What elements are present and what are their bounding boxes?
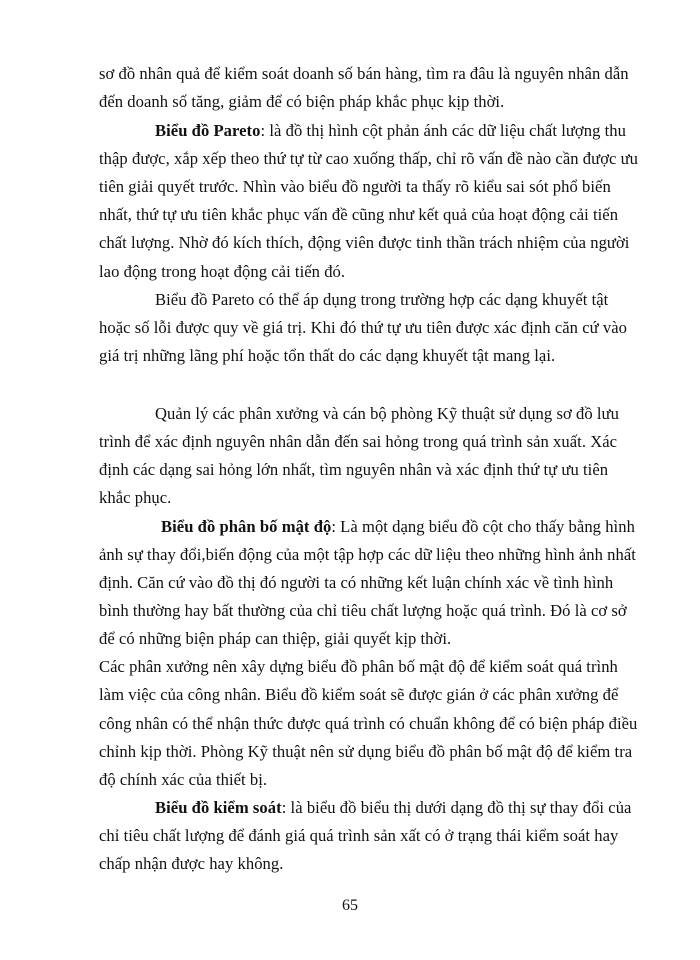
text-line bbox=[99, 432, 617, 452]
paragraph-text: chấp nhận được hay không. bbox=[99, 854, 284, 873]
paragraph-text: sơ đồ nhân quả để kiểm soát doanh số bán hàng, tìm ra đâu là nguyên nhân dẫn bbox=[99, 64, 629, 83]
text-line bbox=[99, 629, 451, 649]
paragraph-text: chỉ tiêu chất lượng để đánh giá quá trình sản xất có ở trạng thái kiểm soát hay bbox=[99, 826, 619, 845]
paragraph-text: trình để xác định nguyên nhân dẫn đến sai hỏng trong quá trình sản xuất. Xác bbox=[99, 432, 618, 451]
paragraph-text: bình thường hay bất thường của chỉ tiêu chất lượng hoặc quá trình. Đó là cơ sở bbox=[99, 601, 627, 620]
paragraph-text: định. Căn cứ vào đồ thị đó người ta có những kết luận chính xác về tình hình bbox=[99, 573, 614, 592]
paragraph-text: tiên giải quyết trước. Nhìn vào biểu đồ người ta thấy rõ kiểu sai sót phổ biến bbox=[99, 177, 611, 196]
text-line bbox=[99, 177, 611, 197]
text-line bbox=[155, 798, 631, 818]
text-line bbox=[99, 685, 618, 705]
paragraph-text: ảnh sự thay đổi,biến động của một tập hợp các dữ liệu theo những hình ảnh nhất bbox=[99, 545, 636, 564]
section-heading: Biểu đồ Pareto bbox=[155, 121, 261, 140]
paragraph-text: thập được, xắp xếp theo thứ tự từ cao xuống thấp, chỉ rõ vấn đề nào cần được ưu bbox=[99, 149, 639, 168]
text-line bbox=[99, 346, 555, 366]
text-line bbox=[99, 742, 632, 762]
text-line bbox=[99, 149, 638, 169]
paragraph-text: chỉnh kịp thời. Phòng Kỹ thuật nên sử dụng biểu đồ phân bố mật độ để kiểm tra bbox=[99, 742, 633, 761]
paragraph-text: Biểu đồ Pareto có thể áp dụng trong trường hợp các dạng khuyết tật bbox=[155, 290, 609, 309]
paragraph-text: định các dạng sai hỏng lớn nhất, tìm nguyên nhân và xác định thứ tự ưu tiên bbox=[99, 460, 609, 479]
text-line bbox=[155, 121, 626, 141]
text-line bbox=[99, 92, 504, 112]
text-line bbox=[99, 601, 627, 621]
paragraph-text: Các phân xưởng nên xây dựng biểu đồ phân bố mật độ để kiểm soát quá trình bbox=[99, 657, 618, 676]
text-line bbox=[161, 517, 635, 537]
text-line bbox=[155, 404, 619, 424]
paragraph-text: công nhân có thể nhận thức được quá trình có chuẩn không để có biện pháp điều bbox=[99, 714, 638, 733]
paragraph-text: lao động trong hoạt động cải tiến đó. bbox=[99, 262, 346, 281]
paragraph-text: hoặc số lỗi được quy về giá trị. Khi đó thứ tự ưu tiên được xác định căn cứ vào bbox=[99, 318, 627, 337]
text-line bbox=[99, 318, 627, 338]
text-line bbox=[99, 854, 283, 874]
section-heading: Biểu đồ phân bố mật độ bbox=[161, 517, 332, 536]
text-line bbox=[99, 573, 613, 593]
paragraph-text: làm việc của công nhân. Biểu đồ kiểm soát sẽ được gián ở các phân xưởng để bbox=[99, 685, 619, 704]
text-line bbox=[99, 205, 618, 225]
text-line bbox=[99, 233, 629, 253]
text-line bbox=[99, 460, 608, 480]
paragraph-text: Quản lý các phân xưởng và cán bộ phòng Kỹ thuật sử dụng sơ đồ lưu bbox=[155, 404, 619, 423]
paragraph-text: đến doanh số tăng, giảm để có biện pháp khắc phục kịp thời. bbox=[99, 92, 505, 111]
text-line bbox=[99, 714, 637, 734]
text-line bbox=[99, 262, 345, 282]
text-line bbox=[99, 826, 618, 846]
text-line bbox=[99, 770, 267, 790]
paragraph-text: chất lượng. Nhờ đó kích thích, động viên được tinh thần trách nhiệm của người bbox=[99, 233, 630, 252]
text-line bbox=[99, 488, 171, 508]
paragraph-text: : là đồ thị hình cột phản ánh các dữ liệu chất lượng thu bbox=[260, 121, 626, 140]
text-line bbox=[155, 290, 608, 310]
paragraph-text: khắc phục. bbox=[99, 488, 172, 507]
paragraph-text: để có những biện pháp can thiệp, giải quyết kịp thời. bbox=[99, 629, 452, 648]
page-number: 65 bbox=[342, 897, 358, 914]
paragraph-text: : là biểu đồ biểu thị dưới dạng đồ thị sự thay đổi của bbox=[281, 798, 632, 817]
text-line bbox=[99, 657, 618, 677]
text-line bbox=[99, 64, 629, 84]
paragraph-text: giá trị những lãng phí hoặc tổn thất do các dạng khuyết tật mang lại. bbox=[99, 346, 556, 365]
text-line bbox=[99, 545, 636, 565]
paragraph-text: nhất, thứ tự ưu tiên khắc phục vấn đề cũng như kết quả của hoạt động cải tiến bbox=[99, 205, 619, 224]
paragraph-text: độ chính xác của thiết bị. bbox=[99, 770, 268, 789]
paragraph-text: : Là một dạng biểu đồ cột cho thấy bằng hình bbox=[331, 517, 635, 536]
section-heading: Biểu đồ kiểm soát bbox=[155, 798, 282, 817]
